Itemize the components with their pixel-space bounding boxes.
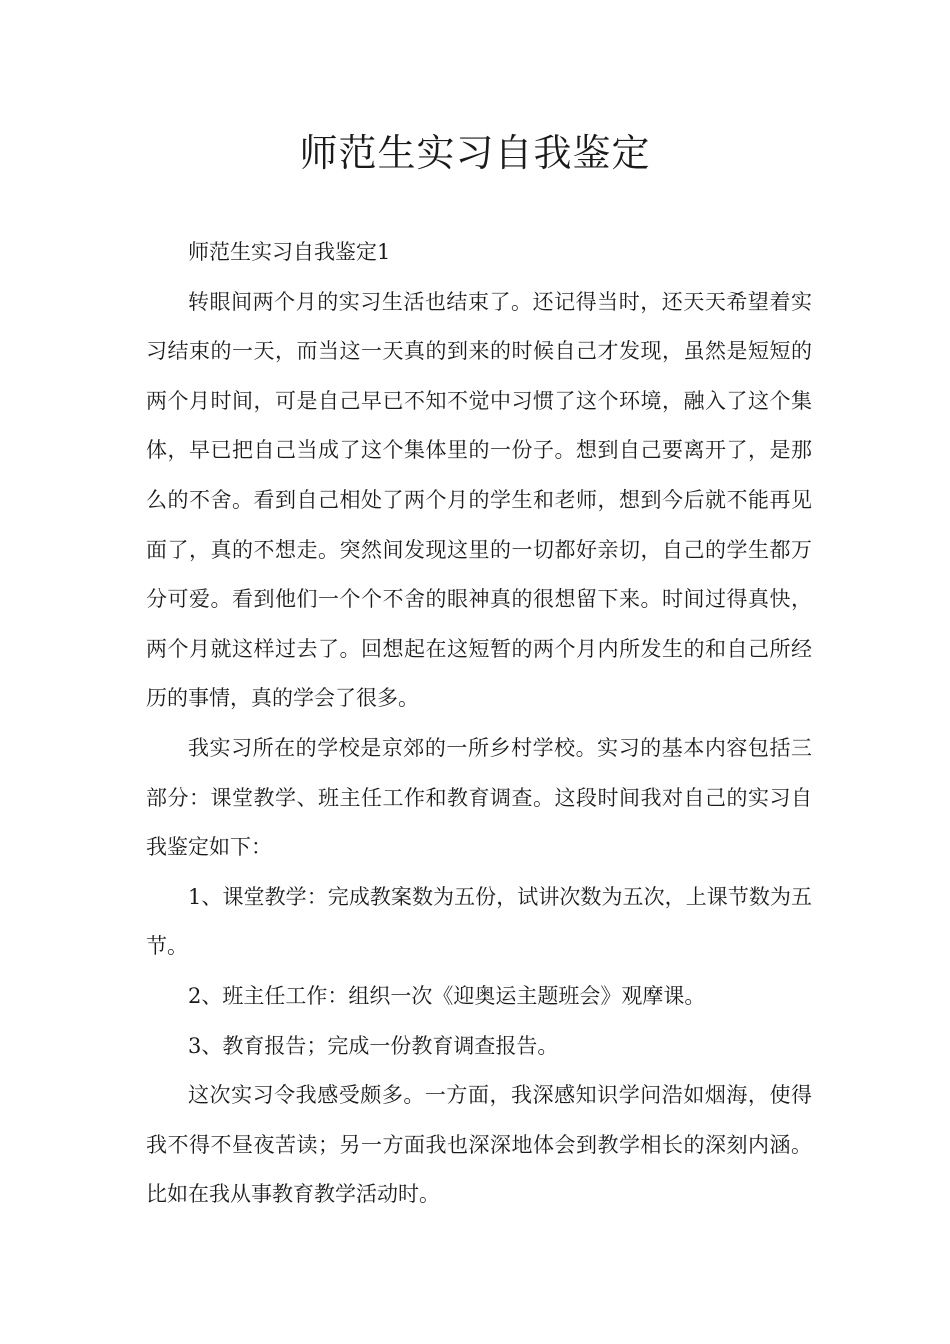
paragraph-internship-reflection: 转眼间两个月的实习生活也结束了。还记得当时，还天天希望着实习结束的一天，而当这一天真的到来的时候自己才发现，虽然是短短的两个月时间，可是自己早已不知不觉中习惯了这个环境，融入了这个集体，早已把自己当成了这个集体里的一份子。想到自己要离开了，是那么的不舍。看到自己相处了两个月的学生和老师，想到今后就不能再见面了，真的不想走。突然间发现这里的一切都好亲切，自己的学生都万分可爱。看到他们一个个不舍的眼神真的很想留下来。时间过得真快，两个月就这样过去了。回想起在这短暂的两个月内所发生的和自己所经历的事情，真的学会了很多。 <box>146 289 812 711</box>
paragraph-internship-school: 我实习所在的学校是京郊的一所乡村学校。实习的基本内容包括三部分：课堂教学、班主任工作和教育调查。这段时间我对自己的实习自我鉴定如下： <box>146 735 812 860</box>
paragraph-item-head-teacher-work: 2、班主任工作：组织一次《迎奥运主题班会》观摩课。 <box>188 983 706 1008</box>
paragraph-section-heading: 师范生实习自我鉴定1 <box>188 240 391 264</box>
paragraph-feelings: 这次实习令我感受颇多。一方面，我深感知识学问浩如烟海，使得我不得不昼夜苦读；另一方面我也深深地体会到教学相长的深刻内涵。比如在我从事教育教学活动时。 <box>146 1083 812 1207</box>
document-title: 师范生实习自我鉴定 <box>299 131 651 175</box>
paragraph-item-classroom-teaching: 1、课堂教学：完成教案数为五份，试讲次数为五次，上课节数为五节。 <box>146 884 812 959</box>
document-body <box>146 228 812 1220</box>
paragraph-item-education-report: 3、教育报告；完成一份教育调查报告。 <box>188 1033 559 1058</box>
